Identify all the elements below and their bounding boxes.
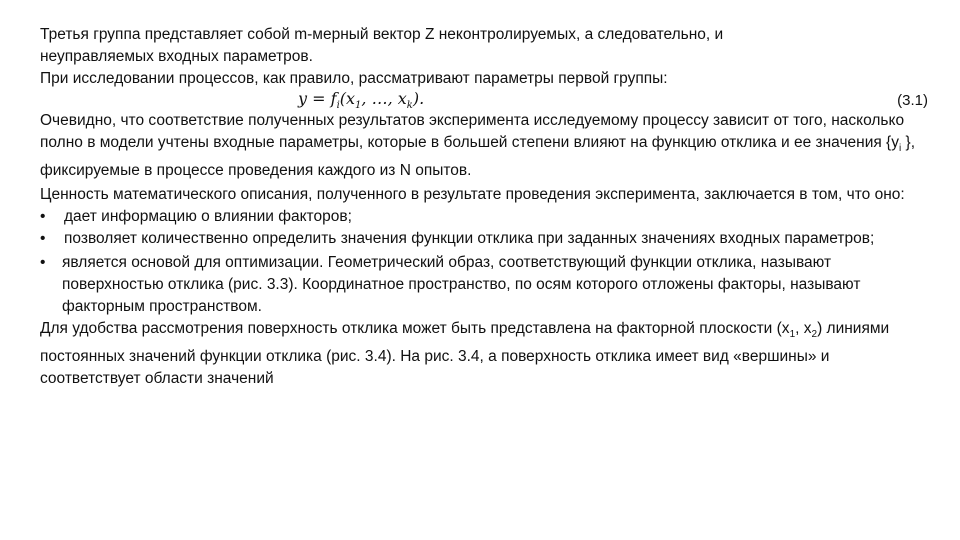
formula-x1-sub: 1 (355, 100, 362, 112)
last-paragraph (40, 318, 932, 390)
bullet-item (40, 206, 932, 228)
last-para-sub-1: 1 (789, 329, 796, 341)
paragraph-3: Ценность математического описания, полученного в результате проведения эксперимента, заключается в том, что оно: (40, 186, 905, 204)
bullet-text: дает информацию о влиянии факторов; (64, 208, 352, 226)
paragraph-2 (40, 110, 932, 182)
equation-number: (3.1) (897, 92, 928, 109)
last-para-part-2: , x (795, 320, 812, 338)
slide-content (40, 24, 932, 390)
formula-open: (x (339, 89, 356, 108)
paragraph-2-part-1: Очевидно, что соответствие полученных результатов эксперимента исследуемому процессу зависит от того, насколько полно в модели учтены входные параметры, которые в большей степени влияют на функцию отклика и ее значения {y (40, 112, 905, 151)
formula-close: ). (412, 89, 425, 108)
formula-3-1 (298, 88, 424, 117)
intro-line-1: Третья группа представляет собой m-мерный вектор Z неконтролируемых, а следовательно, и (40, 26, 724, 43)
bullet-item (40, 252, 932, 318)
last-para-part-1: Для удобства рассмотрения поверхность отклика может быть представлена на факторной плоскости (x (40, 320, 790, 338)
formula-xk-sub: k (406, 100, 413, 112)
last-para-sub-2: 2 (811, 329, 818, 341)
paragraph-2-part-2: }, фиксируемые в процессе проведения каждого из N опытов. (40, 134, 916, 180)
study-line: При исследовании процессов, как правило, рассматривают параметры первой группы: (40, 70, 668, 87)
bullet-item (40, 228, 932, 250)
formula-lhs: y (298, 89, 308, 108)
formula-f: f (330, 89, 337, 108)
formula-equals: = (312, 89, 326, 108)
last-para-part-3: ) линиями постоянных значений функции отклика (рис. 3.4). На рис. 3.4, а поверхность отклика имеет вид «вершины» и соответствует области значений (40, 320, 890, 388)
bullet-marker: • (40, 208, 46, 226)
formula-row (40, 90, 932, 112)
paragraph-2-sub: i (898, 143, 902, 155)
bullet-text: позволяет количественно определить значения функции отклика при заданных значениях входных параметров; (64, 230, 875, 248)
bullet-marker: • (40, 230, 46, 248)
bullet-marker: • (40, 254, 46, 272)
formula-f-sub: i (336, 100, 340, 112)
formula-mid: , …, x (361, 89, 407, 108)
bullet-text: является основой для оптимизации. Геометрический образ, соответствующий функции отклика, называют поверхностью отклика (рис. 3.3). Координатное пространство, по осям которого отложены факторы, называют факторным пространством. (62, 254, 861, 316)
intro-line-2: неуправляемых входных параметров. (40, 48, 313, 65)
